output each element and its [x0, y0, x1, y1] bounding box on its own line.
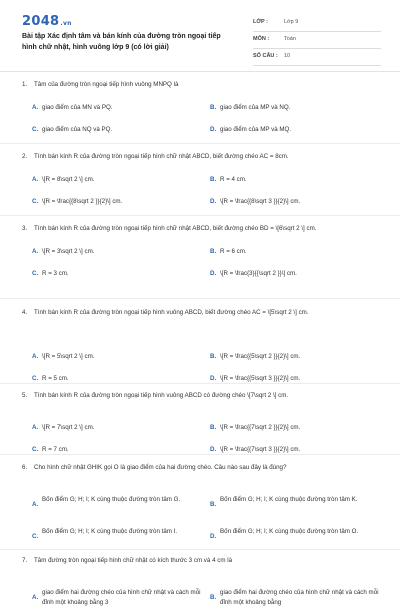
option-letter: B. [210, 501, 217, 508]
option-text: R = 3 cm. [42, 270, 69, 277]
question-divider [0, 454, 400, 455]
option-text: \[R = \frac{{8\sqrt 3 }}{2}\] cm. [220, 198, 301, 205]
question-text: Tâm của đường tròn ngoại tiếp hình vuông MNPQ là [34, 81, 179, 88]
option-a[interactable] [32, 495, 202, 508]
question-divider [0, 215, 400, 216]
header-divider [0, 71, 400, 72]
question-number: 4. [22, 309, 28, 316]
question-stem [22, 152, 382, 162]
option-letter: D. [210, 270, 217, 277]
option-text: Bốn điểm G; H; I; K cùng thuộc đường tròn tâm I. [42, 528, 178, 535]
option-text: \[R = 8\sqrt 2 \] cm. [42, 176, 95, 183]
option-text: Bốn điểm G; H; I; K cùng thuộc đường tròn tâm K. [220, 496, 358, 503]
option-letter: D. [210, 375, 217, 382]
option-text: \[R = 7\sqrt 2 \] cm. [42, 424, 95, 431]
question-stem [22, 463, 382, 473]
option-letter: A. [32, 248, 39, 255]
option-letter: B. [210, 424, 217, 431]
option-b[interactable] [210, 247, 380, 257]
question-number: 2. [22, 153, 28, 160]
worksheet-title: Bài tập Xác định tâm và bán kính của đường tròn ngoại tiếp hình chữ nhật, hình vuông lớp 9 (có lời giải) [22, 33, 221, 51]
option-letter: A. [32, 594, 39, 601]
worksheet-header [0, 0, 400, 68]
question-6 [22, 463, 382, 540]
option-letter: D. [210, 198, 217, 205]
option-text: \[R = \frac{{7\sqrt 3 }}{2}\] cm. [220, 446, 301, 453]
meta-class-value: Lớp 9 [284, 19, 299, 25]
question-text: Tính bán kính R của đường tròn ngoại tiếp hình chữ nhật ABCD, biết đường chéo BD = \[6\sqrt 2 \] cm. [34, 225, 317, 232]
option-b[interactable] [210, 103, 380, 113]
option-letter: B. [210, 104, 217, 111]
option-letter: B. [210, 353, 217, 360]
option-text: R = 6 cm. [220, 248, 247, 255]
option-letter: B. [210, 176, 217, 183]
question-1 [22, 80, 382, 133]
question-stem [22, 391, 382, 401]
option-text: R = 7 cm. [42, 446, 69, 453]
option-text: \[R = \frac{{8\sqrt 2 }}{2}\] cm. [42, 198, 123, 205]
question-text: Cho hình chữ nhật GHIK gọi O là giao điểm của hai đường chéo. Câu nào sau đây là đúng? [34, 464, 287, 471]
option-letter: B. [210, 594, 217, 601]
option-b[interactable] [210, 352, 380, 362]
option-letter: A. [32, 176, 39, 183]
option-a[interactable] [32, 588, 202, 608]
logo-suffix: .vn [60, 20, 72, 27]
question-divider [0, 549, 400, 550]
meta-class-row [253, 15, 381, 32]
option-text: R = 4 cm. [220, 176, 247, 183]
question-divider [0, 143, 400, 144]
option-text: Bốn điểm G; H; I; K cùng thuộc đường tròn tâm O. [220, 528, 359, 535]
question-2 [22, 152, 382, 205]
question-text: Tính bán kính R của đường tròn ngoại tiếp hình vuông ABCD, biết đường chéo AC = \[5\sqrt 2 \] cm. [34, 309, 309, 316]
question-text: Tâm đường tròn ngoại tiếp hình chữ nhật có kích thước 3 cm và 4 cm là [34, 557, 233, 564]
option-b[interactable] [210, 495, 380, 508]
meta-count-row [253, 49, 381, 66]
option-text: Bốn điểm G; H; I; K cùng thuộc đường tròn tâm G. [42, 496, 181, 503]
option-text: R = 5 cm. [42, 375, 69, 382]
option-letter: D. [210, 533, 217, 540]
question-number: 6. [22, 464, 28, 471]
question-stem [22, 224, 382, 234]
option-c[interactable] [32, 125, 197, 135]
question-5 [22, 391, 382, 453]
logo-text: 2048 [22, 14, 60, 29]
option-text: \[R = \frac{{5\sqrt 2 }}{2}\] cm. [220, 353, 301, 360]
option-text: \[R = \frac{3}{{\sqrt 2 }}\] cm. [220, 270, 297, 277]
worksheet-meta [253, 15, 381, 66]
option-letter: D. [210, 446, 217, 453]
option-letter: C. [32, 446, 39, 453]
option-text: giao điểm hai đường chéo của hình chữ nhật và cách mỗi đỉnh một khoảng bằng 3 [42, 589, 201, 606]
option-a[interactable] [32, 352, 197, 362]
meta-class-label: LỚP : [253, 19, 268, 25]
option-letter: A. [32, 424, 39, 431]
option-d[interactable] [210, 197, 380, 207]
meta-subject-label: MÔN : [253, 36, 270, 42]
site-logo[interactable] [22, 14, 72, 29]
question-stem [22, 556, 382, 566]
question-number: 7. [22, 557, 28, 564]
option-text: \[R = 5\sqrt 2 \] cm. [42, 353, 95, 360]
question-3 [22, 224, 382, 277]
option-text: giao điểm của MP và MQ. [220, 126, 292, 133]
option-a[interactable] [32, 247, 197, 257]
option-a[interactable] [32, 103, 197, 113]
option-c[interactable] [32, 269, 197, 279]
option-c[interactable] [32, 527, 202, 540]
option-b[interactable] [210, 423, 380, 433]
question-number: 5. [22, 392, 28, 399]
option-a[interactable] [32, 423, 197, 433]
option-text: \[R = 3\sqrt 2 \] cm. [42, 248, 95, 255]
question-7 [22, 556, 382, 606]
option-b[interactable] [210, 175, 380, 185]
option-letter: C. [32, 533, 39, 540]
option-letter: B. [210, 248, 217, 255]
option-letter: A. [32, 104, 39, 111]
option-letter: D. [210, 126, 217, 133]
question-divider [0, 383, 400, 384]
option-letter: C. [32, 126, 39, 133]
question-text: Tính bán kính R của đường tròn ngoại tiếp hình vuông ABCD có đường chéo \[7\sqrt 2 \] cm. [34, 392, 289, 399]
option-text: \[R = \frac{{7\sqrt 2 }}{2}\] cm. [220, 424, 301, 431]
question-divider [0, 298, 400, 299]
option-b[interactable] [210, 588, 380, 608]
question-stem [22, 80, 382, 90]
option-d[interactable] [210, 269, 380, 279]
option-a[interactable] [32, 175, 197, 185]
meta-count-value: 10 [284, 53, 291, 59]
meta-subject-value: Toán [284, 36, 296, 42]
option-text: giao điểm của MP và NQ. [220, 104, 291, 111]
question-text: Tính bán kính R của đường tròn ngoại tiếp hình chữ nhật ABCD, biết đường chéo AC = 8cm. [34, 153, 289, 160]
option-text: \[R = \frac{{5\sqrt 3 }}{2}\] cm. [220, 375, 301, 382]
question-stem [22, 308, 382, 318]
option-text: giao điểm hai đường chéo của hình chữ nhật và cách mỗi đỉnh một khoảng bằng [220, 589, 379, 606]
option-letter: C. [32, 375, 39, 382]
option-text: giao điểm của MN và PQ. [42, 104, 113, 111]
question-number: 1. [22, 81, 28, 88]
question-4 [22, 308, 382, 382]
option-letter: C. [32, 270, 39, 277]
option-letter: C. [32, 198, 39, 205]
option-letter: A. [32, 501, 39, 508]
meta-subject-row [253, 32, 381, 49]
question-number: 3. [22, 225, 28, 232]
option-text: giao điểm của NQ và PQ. [42, 126, 113, 133]
option-d[interactable] [210, 527, 380, 540]
option-d[interactable] [210, 125, 380, 135]
meta-count-label: SỐ CÂU : [253, 53, 278, 59]
option-letter: A. [32, 353, 39, 360]
option-c[interactable] [32, 197, 197, 207]
